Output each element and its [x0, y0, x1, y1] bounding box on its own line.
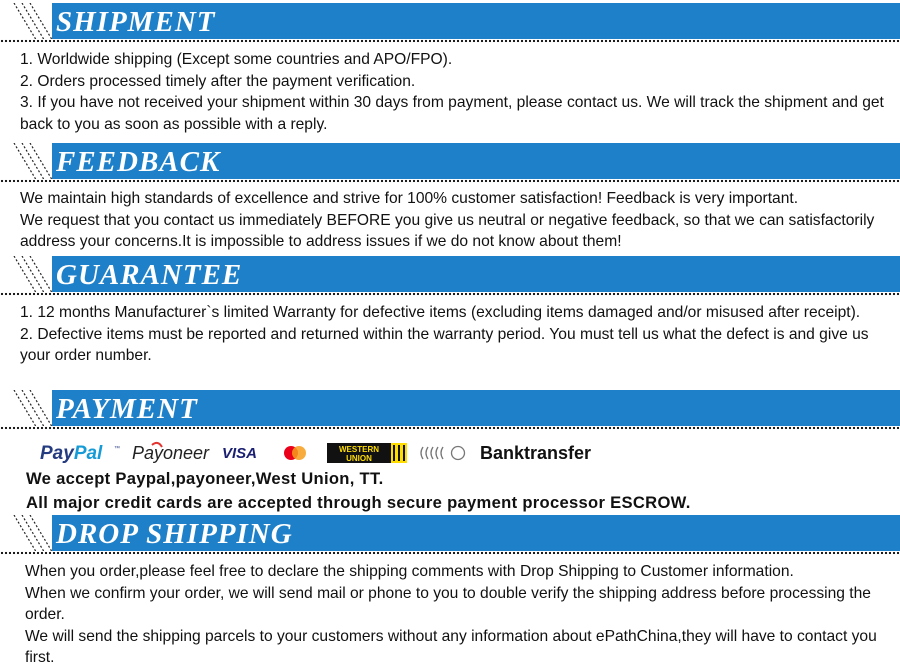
slash-decoration-icon	[0, 515, 52, 555]
payment-banner	[0, 390, 900, 430]
guarantee-banner	[0, 256, 900, 296]
shipment-text	[20, 49, 890, 135]
dotted-divider	[0, 179, 900, 183]
text-line: We accept Paypal,payoneer,West Union, TT.	[26, 469, 384, 488]
svg-text:PayPal: PayPal	[40, 443, 103, 464]
drop-shipping-text	[25, 561, 890, 669]
mastercard-logo	[281, 438, 309, 468]
paypal-logo	[40, 438, 124, 468]
slash-decoration-icon	[0, 3, 52, 43]
text-line: 3. If you have not received your shipment within 30 days from payment, please contact us. We will track the shipment and get back to you as soon as possible with a reply.	[20, 94, 884, 133]
slash-decoration-icon	[0, 143, 52, 183]
contactless-icon	[418, 438, 470, 468]
slash-decoration-icon	[0, 390, 52, 430]
dotted-divider	[0, 551, 900, 555]
text-line: We will send the shipping parcels to your customers without any information about ePathChina,they will have to contact you first.	[25, 627, 877, 666]
text-line: 2. Defective items must be reported and returned within the warranty period. You must tell us what the defect is and give us your order number.	[20, 325, 869, 364]
svg-text:™: ™	[114, 446, 120, 452]
section-title: DROP SHIPPING	[56, 518, 293, 550]
western-union-logo	[327, 438, 407, 468]
shipment-banner	[0, 3, 900, 43]
section-title: FEEDBACK	[56, 146, 221, 178]
text-line: 2. Orders processed timely after the payment verification.	[20, 72, 416, 90]
text-line: 1. Worldwide shipping (Except some countries and APO/FPO).	[20, 51, 453, 68]
svg-text:UNION: UNION	[346, 454, 372, 463]
text-line: When we confirm your order, we will send mail or phone to you to double verify the shipping address before processing the order.	[25, 584, 871, 623]
feedback-banner	[0, 143, 900, 183]
dotted-divider	[0, 39, 900, 43]
dotted-divider	[0, 426, 900, 430]
text-line: 1. 12 months Manufacturer`s limited Warranty for defective items (excluding items damaged and/or misused after receipt).	[20, 304, 861, 321]
payoneer-logo	[132, 438, 210, 468]
slash-decoration-icon	[0, 256, 52, 296]
svg-text:Payoneer: Payoneer	[132, 443, 210, 463]
svg-text:WESTERN: WESTERN	[339, 445, 379, 454]
text-line: All major credit cards are accepted through secure payment processor ESCROW.	[26, 493, 691, 512]
feedback-text	[20, 188, 890, 253]
banktransfer-logo: Banktransfer	[480, 442, 592, 463]
section-title: SHIPMENT	[56, 6, 216, 38]
text-line: When you order,please feel free to declare the shipping comments with Drop Shipping to Customer information.	[25, 563, 794, 580]
svg-text:VISA: VISA	[222, 445, 258, 462]
text-line: We request that you contact us immediately BEFORE you give us neutral or negative feedback, so that we can satisfactorily address your concerns.It is impossible to address issues if we do not know about them!	[20, 211, 875, 250]
section-title: PAYMENT	[56, 393, 198, 425]
dotted-divider	[0, 292, 900, 296]
visa-logo	[222, 438, 260, 468]
payment-text	[26, 467, 886, 515]
text-line: We maintain high standards of excellence and strive for 100% customer satisfaction! Feedback is very important.	[20, 190, 799, 207]
payment-logos	[0, 438, 900, 468]
guarantee-text	[20, 302, 890, 367]
section-title: GUARANTEE	[56, 259, 243, 291]
drop-shipping-banner	[0, 515, 900, 555]
